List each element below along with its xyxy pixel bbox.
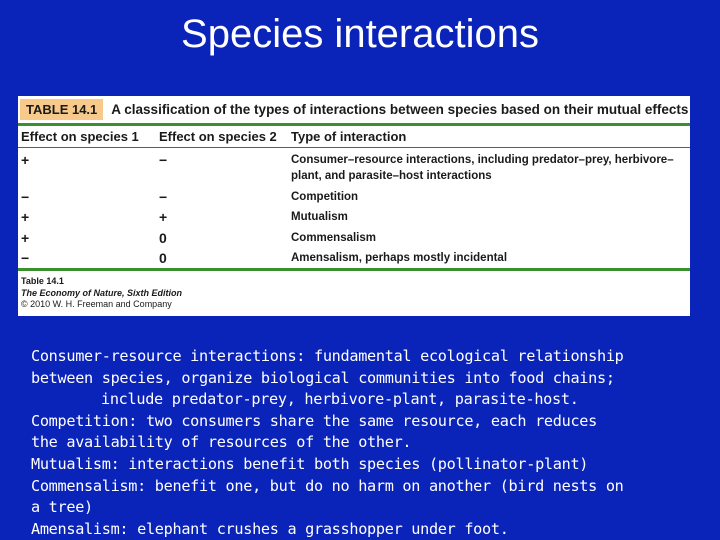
footer-copyright: © 2010 W. H. Freeman and Company bbox=[21, 299, 172, 309]
slide-title: Species interactions bbox=[181, 12, 539, 56]
effect-2-cell: + bbox=[159, 209, 168, 225]
interaction-type-cell: Mutualism bbox=[291, 211, 348, 223]
table-label: TABLE 14.1 bbox=[20, 99, 103, 120]
effect-1-cell: − bbox=[21, 189, 30, 205]
interaction-type-cell-line2: plant, and parasite–host interactions bbox=[291, 170, 492, 182]
effect-1-cell: + bbox=[21, 152, 30, 168]
effect-2-cell: 0 bbox=[159, 250, 167, 266]
table-bottom-rule bbox=[18, 268, 690, 271]
body-line: Consumer-resource interactions: fundamental ecological relationship bbox=[31, 347, 624, 365]
body-line: Competition: two consumers share the same resource, each reduces bbox=[31, 411, 597, 430]
body-line: Commensalism: benefit one, but do no harm on another (bird nests on bbox=[31, 476, 624, 495]
slide-body-text bbox=[31, 346, 701, 540]
effect-2-cell: 0 bbox=[159, 230, 167, 246]
body-line: between species, organize biological communities into food chains; bbox=[31, 368, 615, 387]
effect-1-cell: + bbox=[21, 209, 30, 225]
effect-2-cell: − bbox=[159, 152, 168, 168]
effect-2-cell: − bbox=[159, 189, 168, 205]
footer-table-number: Table 14.1 bbox=[21, 276, 64, 286]
interaction-type-cell: Consumer–resource interactions, including predator–prey, herbivore– bbox=[291, 154, 674, 166]
footer-book-title: The Economy of Nature, Sixth Edition bbox=[21, 287, 183, 298]
column-header-effect-2: Effect on species 2 bbox=[159, 129, 277, 144]
body-line: include predator-prey, herbivore-plant, parasite-host. bbox=[101, 390, 579, 409]
column-header-interaction-type: Type of interaction bbox=[291, 129, 407, 144]
interaction-type-cell: Amensalism, perhaps mostly incidental bbox=[291, 252, 508, 264]
effect-1-cell: − bbox=[21, 250, 30, 266]
column-header-effect-1: Effect on species 1 bbox=[21, 129, 139, 144]
body-line: Amensalism: elephant crushes a grasshopper under foot. bbox=[31, 519, 509, 538]
body-line: the availability of resources of the other. bbox=[31, 433, 412, 452]
interaction-type-cell: Commensalism bbox=[291, 232, 377, 244]
classification-table-image bbox=[18, 96, 690, 316]
table-column-headers bbox=[18, 126, 690, 148]
effect-1-cell: + bbox=[21, 230, 30, 246]
table-footer bbox=[21, 276, 182, 311]
interaction-type-cell: Competition bbox=[291, 191, 359, 203]
body-line: Mutualism: interactions benefit both species (pollinator-plant) bbox=[31, 454, 589, 473]
table-header bbox=[18, 96, 690, 126]
table-caption: A classification of the types of interactions between species based on their mutual effects bbox=[111, 102, 689, 117]
body-line: a tree) bbox=[31, 498, 93, 517]
